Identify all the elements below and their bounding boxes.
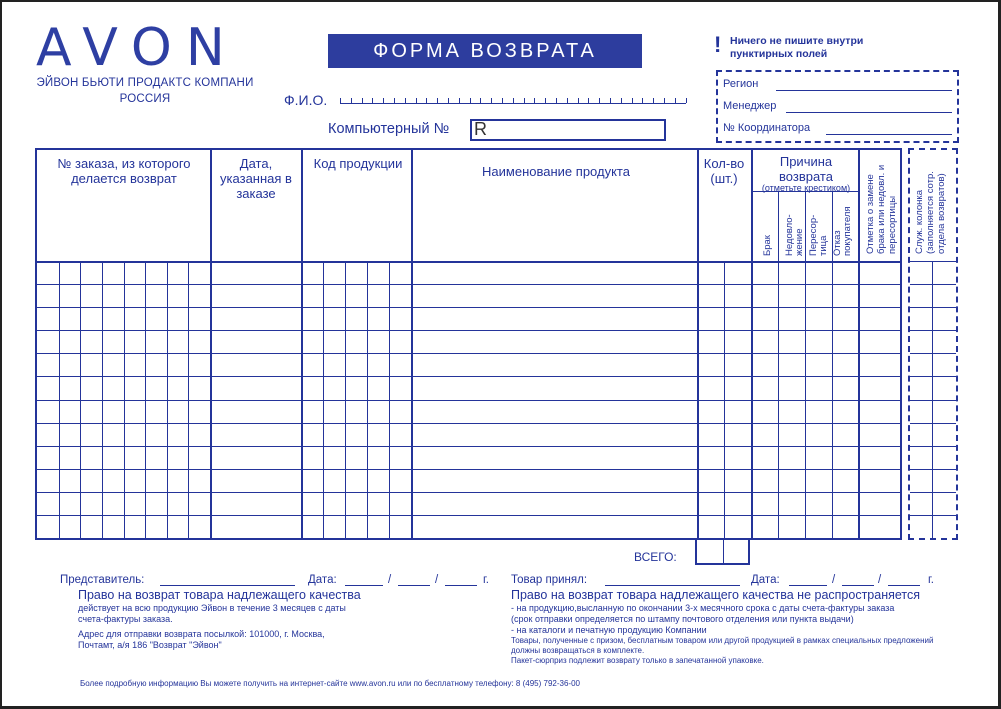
manager-label: Менеджер bbox=[723, 100, 777, 112]
accepted-date-label: Дата: bbox=[751, 574, 780, 586]
grid-line bbox=[910, 353, 956, 354]
tick-mark bbox=[470, 98, 471, 103]
grid-line bbox=[724, 261, 725, 538]
grid-line bbox=[910, 515, 956, 516]
grid-line bbox=[102, 261, 103, 538]
representative-label: Представитель: bbox=[60, 574, 145, 586]
slash: / bbox=[832, 574, 836, 586]
computer-number-label: Компьютерный № bbox=[328, 121, 450, 137]
tick-mark bbox=[632, 98, 633, 103]
grid-line bbox=[80, 261, 81, 538]
header-code: Код продукции bbox=[313, 156, 403, 171]
tick-mark bbox=[610, 98, 611, 103]
left-info-line: Почтамт, а/я 186 "Возврат "Эйвон" bbox=[78, 640, 222, 650]
left-info bbox=[78, 588, 408, 651]
form-title: ФОРМА ВОЗВРАТА bbox=[328, 34, 642, 68]
coordinator-field[interactable] bbox=[826, 122, 952, 135]
grid-line bbox=[210, 150, 212, 538]
total-box[interactable] bbox=[695, 540, 750, 565]
accepted-label: Товар принял: bbox=[511, 574, 588, 586]
region-field[interactable] bbox=[776, 78, 952, 91]
notice-text bbox=[730, 35, 863, 61]
right-info-note: Пакет-сюрприз подлежит возврату только в запечатанной упаковке. bbox=[511, 656, 764, 665]
right-info-title: Право на возврат товара надлежащего качества не распространяется bbox=[511, 588, 921, 602]
region-label: Регион bbox=[723, 78, 759, 90]
avon-logo: AVON bbox=[36, 18, 239, 78]
tick-mark bbox=[480, 98, 481, 103]
grid-line bbox=[910, 284, 956, 285]
right-info bbox=[511, 588, 971, 666]
rep-year-field[interactable] bbox=[445, 574, 477, 586]
tick-mark bbox=[621, 98, 622, 103]
rep-month-field[interactable] bbox=[398, 574, 430, 586]
accepted-field[interactable] bbox=[605, 574, 740, 586]
left-info-line: действует на всю продукцию Эйвон в течение 3 месяцев с даты bbox=[78, 603, 346, 613]
representative-date-label: Дата: bbox=[308, 574, 337, 586]
grid-line bbox=[323, 261, 324, 538]
grid-line bbox=[145, 261, 146, 538]
tick-mark bbox=[405, 98, 406, 103]
total-divider bbox=[723, 540, 724, 563]
grid-line bbox=[832, 191, 833, 538]
grid-line bbox=[367, 261, 368, 538]
grid-line bbox=[910, 423, 956, 424]
grid-line bbox=[301, 150, 303, 538]
tick-mark bbox=[567, 98, 568, 103]
right-info-line: - на каталоги и печатную продукцию Компании bbox=[511, 625, 707, 635]
left-info-line: Адрес для отправки возврата посылкой: 101000, г. Москва, bbox=[78, 629, 325, 639]
tick-mark bbox=[437, 98, 438, 103]
tick-mark bbox=[524, 98, 525, 103]
tick-mark bbox=[653, 98, 654, 103]
tick-mark bbox=[383, 98, 384, 103]
grid-line bbox=[124, 261, 125, 538]
tick-mark bbox=[642, 98, 643, 103]
coordinator-label: № Координатора bbox=[723, 122, 811, 134]
tick-mark bbox=[372, 98, 373, 103]
tick-mark bbox=[588, 98, 589, 103]
grid-line bbox=[910, 330, 956, 331]
left-info-title: Право на возврат товара надлежащего качества bbox=[78, 588, 361, 602]
tick-mark bbox=[362, 98, 363, 103]
header-order: № заказа, из которого делается возврат bbox=[57, 156, 191, 186]
grid-line bbox=[389, 261, 390, 538]
header-reason: Причина возврата bbox=[779, 154, 833, 184]
tick-mark bbox=[599, 98, 600, 103]
tick-mark bbox=[502, 98, 503, 103]
warning-icon: ! bbox=[714, 32, 722, 57]
header-qty: Кол-во (шт.) bbox=[703, 156, 745, 186]
fio-label: Ф.И.О. bbox=[284, 92, 328, 108]
footer-info: Более подробную информацию Вы можете получить на интернет-сайте www.avon.ru или по бесплатному телефону: 8 (495) 792-36-00 bbox=[80, 679, 580, 688]
acc-day-field[interactable] bbox=[789, 574, 827, 586]
tick-mark bbox=[675, 98, 676, 103]
acc-year-field[interactable] bbox=[888, 574, 920, 586]
acc-month-field[interactable] bbox=[842, 574, 874, 586]
header-replacement: Отметка о замене брака или недовл. и пересортицы bbox=[865, 164, 898, 254]
tick-mark bbox=[351, 98, 352, 103]
grid-line bbox=[188, 261, 189, 538]
header-name: Наименование продукта bbox=[482, 164, 630, 179]
tick-mark bbox=[394, 98, 395, 103]
reason-regrading: Пересор- тица bbox=[808, 214, 829, 256]
grid-line bbox=[910, 307, 956, 308]
tick-mark bbox=[340, 98, 341, 103]
slash: / bbox=[388, 574, 392, 586]
reason-refusal: Отказ покупателя bbox=[832, 206, 853, 256]
grid-line bbox=[910, 469, 956, 470]
tick-mark bbox=[545, 98, 546, 103]
computer-number-field[interactable] bbox=[470, 119, 666, 141]
notice-line: Ничего не пишите внутри bbox=[730, 35, 864, 47]
grid-line bbox=[910, 492, 956, 493]
manager-field[interactable] bbox=[786, 100, 952, 113]
service-column bbox=[908, 148, 958, 540]
tick-mark bbox=[448, 98, 449, 103]
tick-mark bbox=[459, 98, 460, 103]
return-table bbox=[35, 148, 902, 540]
company-name bbox=[34, 75, 256, 107]
tick-mark bbox=[664, 98, 665, 103]
right-info-line: - на продукцию,высланную по окончании 3-х месячного срока с даты счета-фактуры заказа bbox=[511, 603, 895, 613]
tick-mark bbox=[491, 98, 492, 103]
grid-line bbox=[345, 261, 346, 538]
slash: / bbox=[435, 574, 439, 586]
rep-year-suffix: г. bbox=[483, 574, 489, 586]
header-service: Служ. колонка (заполняется сотр. отдела возвратов) bbox=[914, 171, 947, 254]
grid-line bbox=[805, 191, 806, 538]
acc-year-suffix: г. bbox=[928, 574, 934, 586]
computer-number-prefix: R bbox=[474, 119, 487, 139]
company-country: РОССИЯ bbox=[119, 93, 171, 105]
total-label: ВСЕГО: bbox=[634, 550, 677, 564]
rep-day-field[interactable] bbox=[345, 574, 383, 586]
header-date: Дата, указанная в заказе bbox=[220, 156, 292, 201]
right-info-note: Товары, полученные с призом, бесплатным товаром или другой продукцией в рамках специальных предложений bbox=[511, 636, 934, 645]
tick-mark bbox=[578, 98, 579, 103]
grid-line bbox=[910, 400, 956, 401]
tick-mark bbox=[686, 98, 687, 103]
fio-field[interactable] bbox=[340, 94, 686, 104]
grid-line bbox=[751, 150, 753, 538]
company-line: ЭЙВОН БЬЮТИ ПРОДАКТС КОМПАНИ bbox=[36, 77, 254, 89]
tick-mark bbox=[513, 98, 514, 103]
right-info-line: (срок отправки определяется по штампу почтового отделения или пункта выдачи) bbox=[511, 614, 854, 624]
tick-mark bbox=[426, 98, 427, 103]
left-info-line: счета-фактуры заказа. bbox=[78, 614, 173, 624]
reason-defect: Брак bbox=[762, 235, 773, 256]
representative-field[interactable] bbox=[160, 574, 295, 586]
tick-mark bbox=[416, 98, 417, 103]
tick-mark bbox=[534, 98, 535, 103]
notice-line: пунктирных полей bbox=[730, 48, 828, 60]
slash: / bbox=[878, 574, 882, 586]
grid-line bbox=[59, 261, 60, 538]
office-use-box bbox=[716, 70, 959, 143]
right-info-note: должны возвращаться в комплекте. bbox=[511, 646, 645, 655]
grid-line bbox=[411, 150, 413, 538]
grid-line bbox=[697, 150, 699, 538]
grid-line bbox=[858, 150, 860, 538]
header-reason-note: (отметьте крестиком) bbox=[761, 183, 851, 193]
reason-shortage: Недовло- жение bbox=[784, 214, 805, 256]
grid-line bbox=[167, 261, 168, 538]
grid-line bbox=[910, 376, 956, 377]
grid-line bbox=[910, 261, 956, 262]
tick-mark bbox=[556, 98, 557, 103]
grid-line bbox=[910, 446, 956, 447]
grid-line bbox=[778, 191, 779, 538]
